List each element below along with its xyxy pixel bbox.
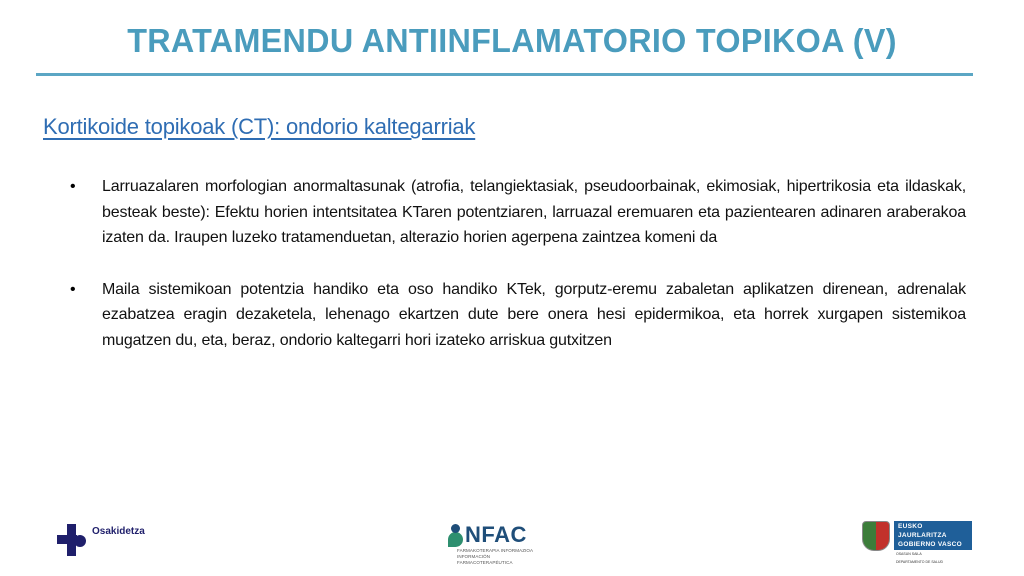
infac-logo xyxy=(448,522,538,566)
title-divider xyxy=(36,73,973,76)
gv-dept-1: OSASUN SAILA xyxy=(896,552,922,556)
bullet-text: Maila sistemikoan potentzia handiko eta oso handiko KTek, gorputz-eremu zabaletan aplikatzen direnean, adrenalak ezabatzea eragin dezaketela, lehenago ekartzen dute bere onera hesi epidermikoa, eta horrek xurgapen sistemikoa mugatzen du, eta, beraz, ondorio kaltegarri hori izateko arriskua gutxitzen xyxy=(102,280,966,349)
coat-of-arms-icon xyxy=(862,521,890,551)
osakidetza-logo xyxy=(57,524,145,556)
infac-subtitle-2: INFORMACIÓN FARMACOTERAPÉUTICA xyxy=(457,554,513,565)
bullet-text: Larruazalaren morfologian anormaltasunak (atrofia, telangiektasiak, pseudoorbainak, ekimosiak, hipertrikosia eta ildaskak, besteak beste): Efektu horien intentsitatea KTaren potentziaren, larruazal eremuaren eta pazientearen adinaren araberakoa izaten da. Iraupen luzeko tratamenduetan, alterazio horien agerpena zaintzea komeni da xyxy=(102,178,966,246)
gv-line-2: GOBIERNO VASCO xyxy=(898,541,963,548)
osakidetza-logo-text: Osakidetza xyxy=(92,526,145,537)
gobierno-vasco-logo xyxy=(862,521,972,566)
infac-i-icon xyxy=(448,524,464,546)
bullet-item xyxy=(70,174,966,251)
slide-title: TRATAMENDU ANTIINFLAMATORIO TOPIKOA (V) xyxy=(127,22,897,59)
section-heading: Kortikoide topikoak (CT): ondorio kaltegarriak xyxy=(43,114,476,139)
infac-logo-text: NFAC xyxy=(465,522,527,547)
infac-subtitle-1: FARMAKOTERAPIA INFORMAZIOA xyxy=(457,548,534,553)
bullet-list xyxy=(70,174,966,379)
osakidetza-cross-icon xyxy=(57,524,89,556)
bullet-item xyxy=(70,277,966,354)
gv-line-1: EUSKO JAURLARITZA xyxy=(898,523,947,539)
gv-dept-2: DEPARTAMENTO DE SALUD xyxy=(896,560,944,564)
bullet-icon: • xyxy=(70,280,76,298)
bullet-icon: • xyxy=(70,178,76,195)
gv-band xyxy=(894,521,972,550)
